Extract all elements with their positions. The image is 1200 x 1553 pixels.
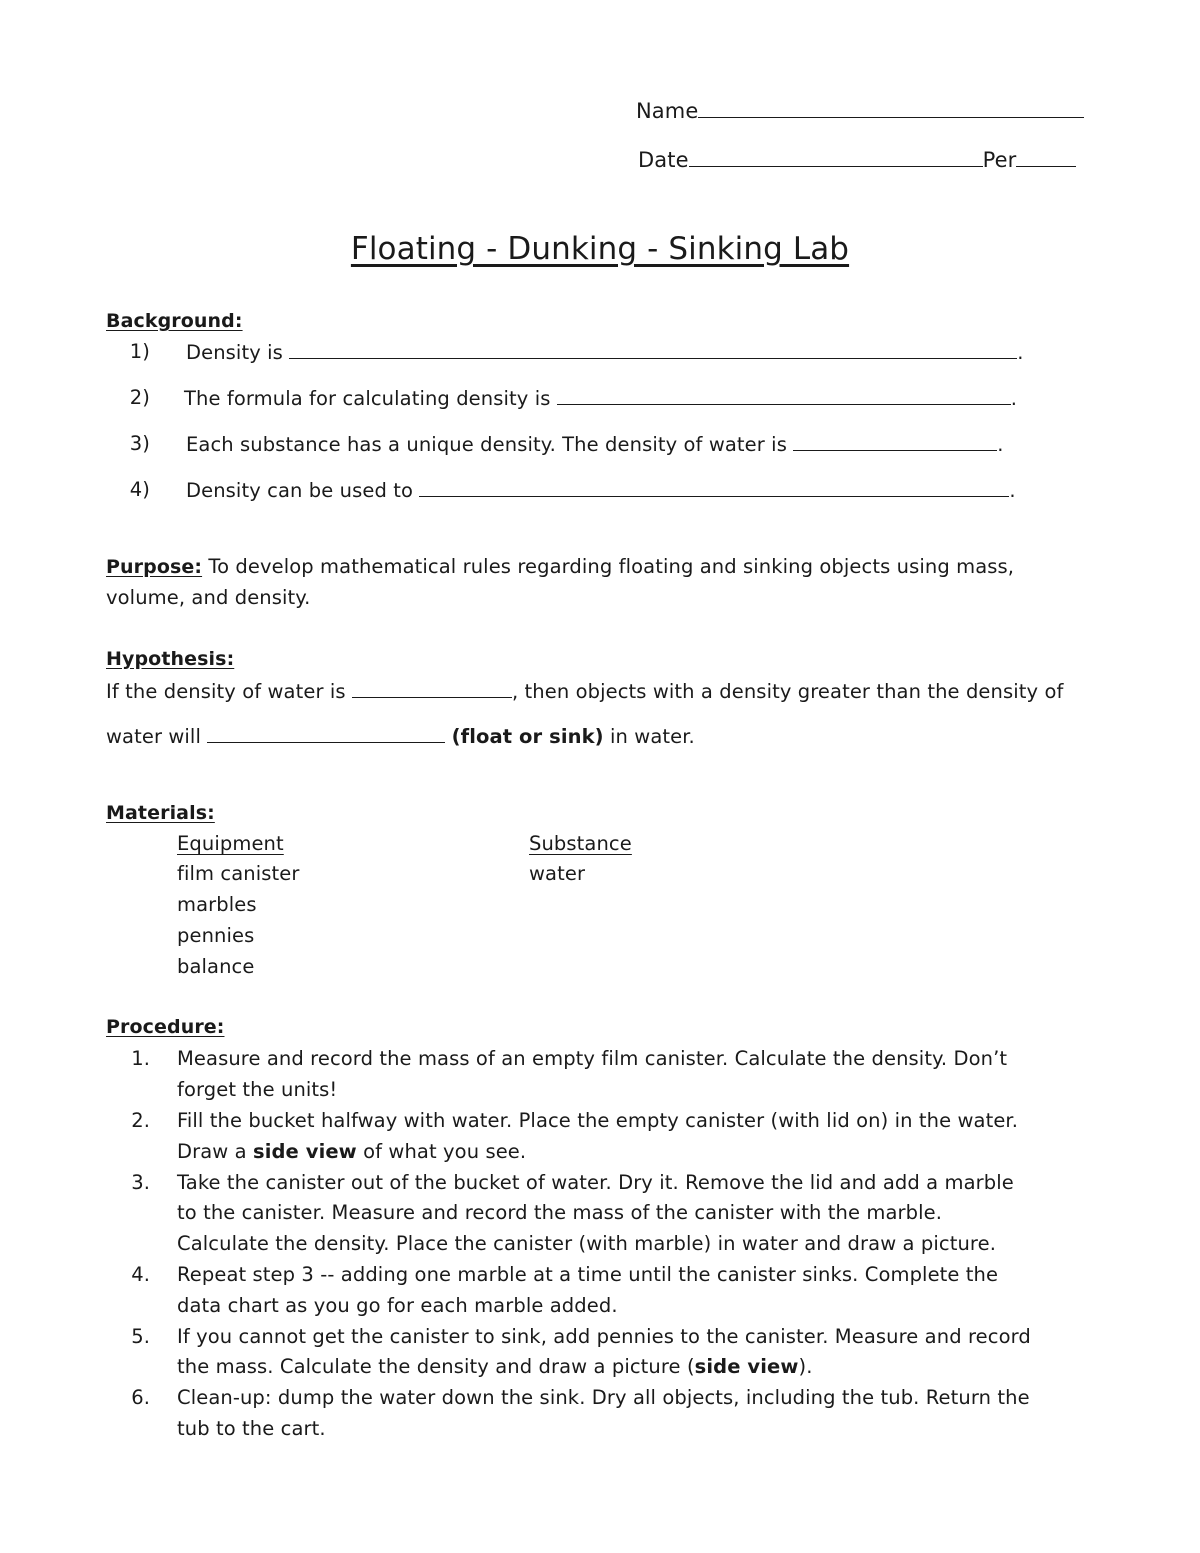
hypothesis-line-1: If the density of water is , then objects with a density greater than the density of bbox=[106, 680, 1064, 703]
item-text: Density is bbox=[186, 341, 283, 364]
equipment-item: marbles bbox=[177, 893, 257, 916]
purpose-line-1 bbox=[106, 555, 1014, 578]
procedure-heading: Procedure: bbox=[106, 1016, 225, 1038]
item-text: Each substance has a unique density. The density of water is bbox=[186, 433, 787, 456]
purpose-line-2: volume, and density. bbox=[106, 586, 311, 609]
item-number: 1) bbox=[129, 340, 150, 363]
page-title: Floating - Dunking - Sinking Lab bbox=[350, 231, 850, 267]
item-number: 3) bbox=[129, 432, 150, 455]
hypothesis-line-2: water will (float or sink) in water. bbox=[106, 725, 695, 748]
date-label: Date bbox=[638, 148, 689, 172]
answer-blank[interactable] bbox=[419, 478, 1009, 497]
name-line bbox=[636, 99, 1084, 123]
materials-heading: Materials: bbox=[106, 802, 215, 824]
answer-blank[interactable] bbox=[557, 386, 1011, 405]
float-sink-blank[interactable] bbox=[207, 724, 445, 743]
substance-header: Substance bbox=[529, 832, 632, 855]
purpose-heading: Purpose: bbox=[106, 556, 203, 578]
background-heading: Background: bbox=[106, 310, 243, 332]
item-number: 2) bbox=[129, 386, 150, 409]
hypothesis-heading: Hypothesis: bbox=[106, 648, 235, 670]
name-blank[interactable] bbox=[698, 99, 1084, 118]
water-density-blank[interactable] bbox=[352, 679, 512, 698]
item-number: 4) bbox=[129, 478, 150, 501]
period-label: Per bbox=[982, 148, 1017, 172]
purpose-text: To develop mathematical rules regarding floating and sinking objects using mass, bbox=[208, 555, 1015, 578]
item-text: Density can be used to bbox=[186, 479, 414, 502]
equipment-item: film canister bbox=[177, 862, 300, 885]
worksheet-page: Name Date Per Floating - Dunking - Sinking Lab Background: 1) Density is . 2) The formula for calculating density is . 3) Each substance has a unique density. The density of water is . 4) Density can be used to . Purpose: To develop mathematical rules regarding floating and sinking objects using mass, volume, and density. Hypothesis: If the density of water is , then objects with a density greater than the density of water will (float or sink) in water. Materials: Equipment Substance film canister marbles pennies balance water Procedure: 1. Measure and record the mass of an empty film canister. Calculate the density. Don’t forget the units! 2. Fill the bucket halfway with water. Place the empty canister (with lid on) in the water. Draw a side view of what you see. 3. Take the canister out of the bucket of water. Dry it. Remove the lid and add a marble to the canister. Measure and record the mass of the canister with the marble. Calculate the density. Place the canister (with marble) in water and draw a picture. 4. Repeat step 3 -- adding one marble at a time until the canister sinks. Complete the data chart as you go for each marble added. 5. If you cannot get the canister to sink, add pennies to the canister. Measure and record the mass. Calculate the density and draw a picture (side view). 6. Clean-up: dump the water down the sink. Dry all objects, including the tub. Return the tub to the cart. bbox=[0, 0, 1200, 1553]
date-line bbox=[638, 148, 1076, 172]
date-blank[interactable] bbox=[689, 148, 983, 167]
answer-blank[interactable] bbox=[289, 340, 1017, 359]
period-blank[interactable] bbox=[1016, 148, 1076, 167]
equipment-header: Equipment bbox=[177, 832, 284, 855]
equipment-item: balance bbox=[177, 955, 255, 978]
substance-item: water bbox=[529, 862, 586, 885]
name-label: Name bbox=[636, 99, 699, 123]
item-text: The formula for calculating density is bbox=[184, 387, 551, 410]
answer-blank[interactable] bbox=[793, 432, 997, 451]
equipment-item: pennies bbox=[177, 924, 255, 947]
